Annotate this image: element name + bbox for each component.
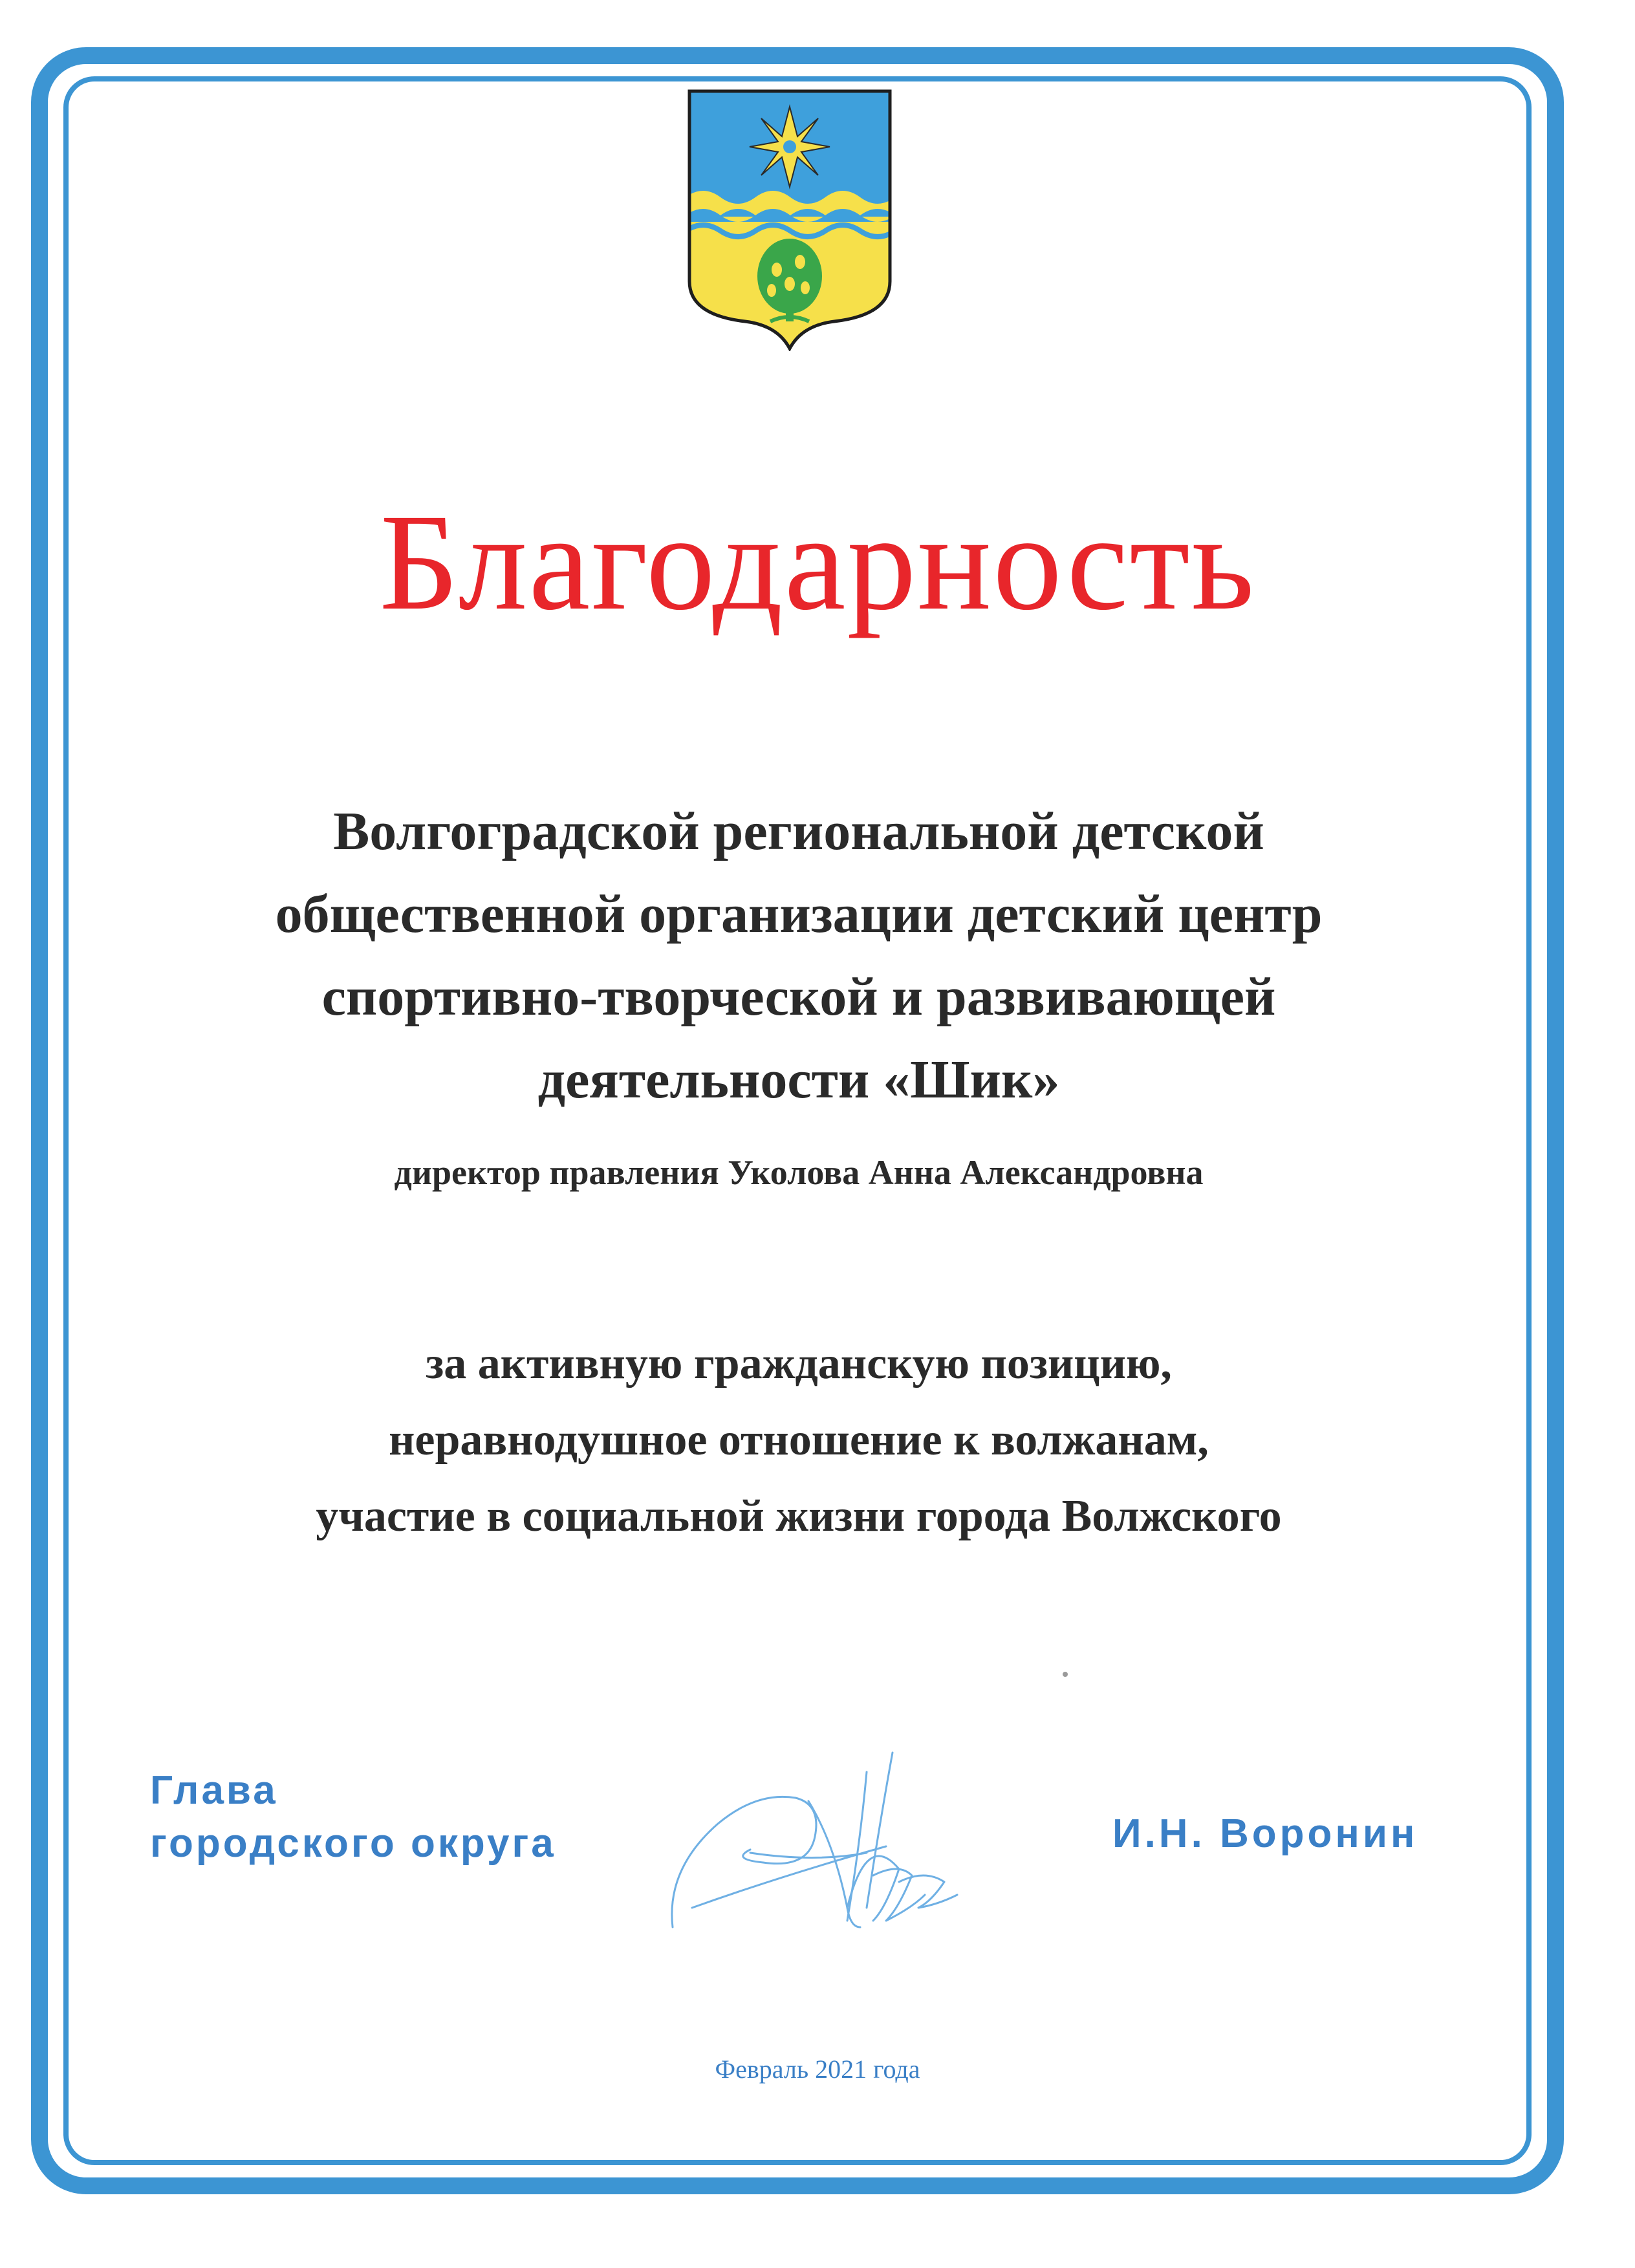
- signer-post: [150, 1764, 556, 1870]
- scan-speck: [1063, 1672, 1068, 1677]
- issue-date: Февраль 2021 года: [715, 2055, 920, 2084]
- organization-line: общественной организации детский центр: [275, 884, 1323, 944]
- reason-line: участие в социальной жизни города Волжского: [316, 1491, 1282, 1541]
- handwritten-signature: [653, 1714, 1041, 1960]
- document-title: Благодарность: [379, 486, 1256, 639]
- post-line: Глава: [150, 1768, 278, 1813]
- signer-name: И.Н. Воронин: [1112, 1811, 1418, 1856]
- organization-line: Волгоградской региональной детской: [333, 801, 1264, 861]
- reason-line: за активную гражданскую позицию,: [426, 1339, 1172, 1388]
- post-line: городского округа: [150, 1821, 556, 1866]
- organization-name: [103, 790, 1494, 1121]
- director-line: директор правления Уколова Анна Александровна: [394, 1153, 1204, 1192]
- reason-line: неравнодушное отношение к волжанам,: [389, 1415, 1209, 1465]
- organization-line: спортивно-творческой и развивающей: [321, 967, 1276, 1027]
- award-reason: [103, 1326, 1494, 1555]
- organization-line: деятельности «Шик»: [537, 1050, 1060, 1110]
- coat-of-arms-icon: [686, 87, 894, 351]
